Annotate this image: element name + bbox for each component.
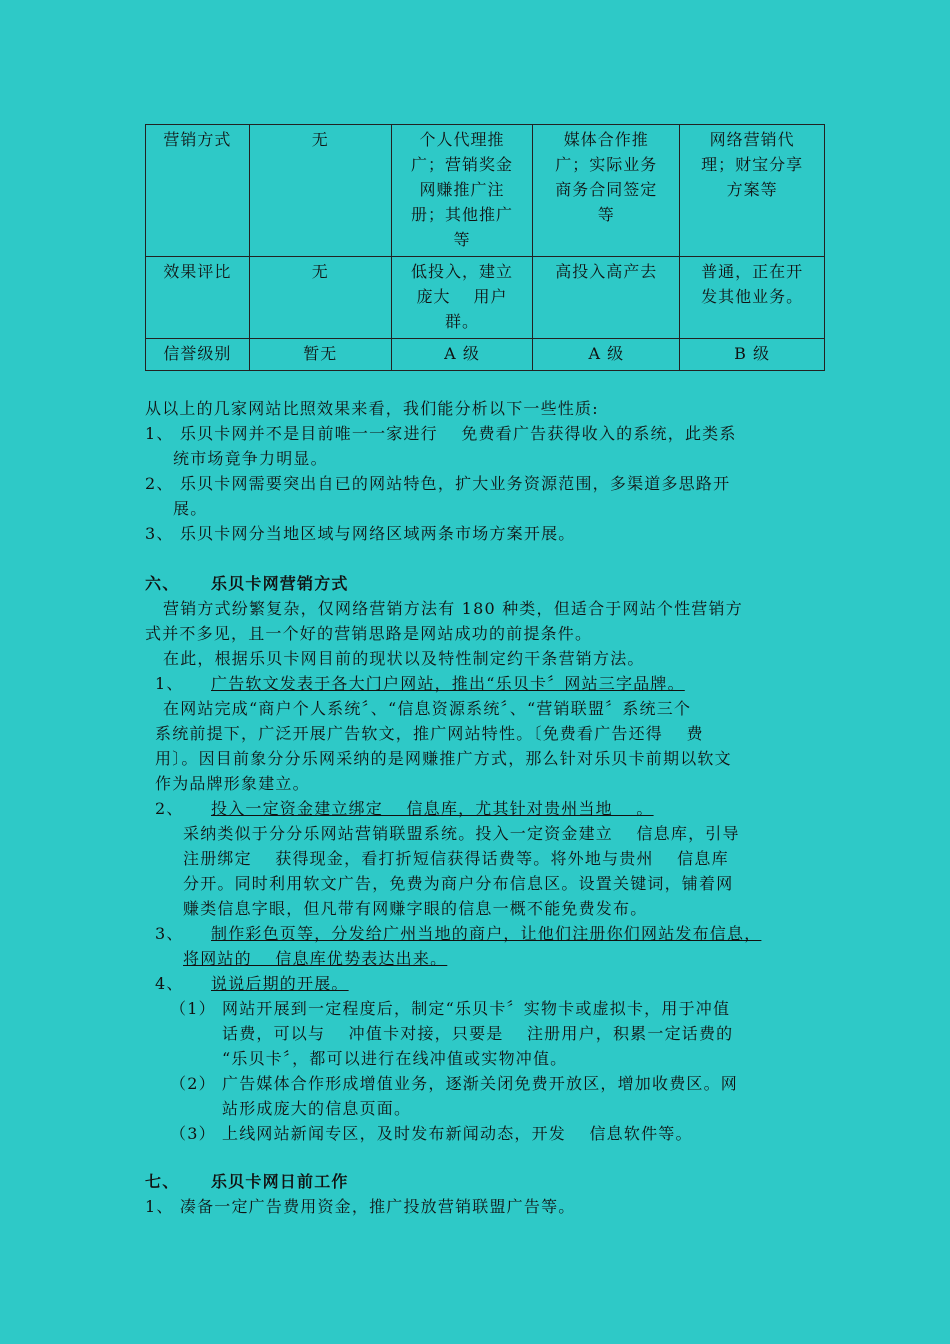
cell-line: 无 [311,130,329,149]
cell-line: 庞大 用户 [416,287,508,306]
cell-line: A 级 [588,344,625,363]
cell-line: 广；实际业务 [555,155,658,174]
sub-item-1-line-2: 话费，可以与 冲值卡对接，只要是 注册用户，积累一定话费的 [222,1024,734,1043]
cell-line: 等 [453,230,471,249]
cell-line: 册；其他推广 [411,205,514,224]
cell-line: 普通，正在开 [701,262,804,281]
table-cell [249,339,391,371]
table-cell [680,125,825,257]
sub-item-2-line-2: 站形成庞大的信息页面。 [222,1099,412,1118]
method-2-line-4: 赚类信息字眼，但凡带有网赚字眼的信息一概不能免费发布。 [183,899,648,918]
cell-line: 个人代理推 [419,130,505,149]
method-1-line-3: 用〕。因目前象分分乐网采纳的是网赚推广方式，那么针对乐贝卡前期以软文 [155,749,732,768]
method-1-number: 1、 [155,674,184,693]
table-cell [249,257,391,339]
method-3-title: 制作彩色页等，分发给广州当地的商户，让他们注册你们网站发布信息， [211,924,762,943]
cell-line: 广；营销奖金 [411,155,514,174]
table-row [146,339,825,371]
method-2-number: 2、 [155,799,184,818]
cell-line: 低投入，建立 [411,262,514,281]
method-1-title: 广告软文发表于各大门户网站，推出“乐贝卡〞网站三字品牌。 [211,674,685,693]
section-6-para-1-cont: 式并不多见，且一个好的营销思路是网站成功的前提条件。 [145,624,593,643]
cell-line: 网赚推广注 [419,180,505,199]
analysis-item-1: 1、 乐贝卡网并不是目前唯一一家进行 免费看广告获得收入的系统，此类系 [145,424,737,443]
analysis-item-2: 2、 乐贝卡网需要突出自已的网站特色，扩大业务资源范围，多渠道多思路开 [145,474,731,493]
section-6-para-2: 在此，根据乐贝卡网目前的现状以及特性制定约干条营销方法。 [163,649,645,668]
method-1-line-1: 在网站完成“商户个人系统〞、“信息资源系统〞、“营销联盟〞系统三个 [163,699,692,718]
section-6-para-1: 营销方式纷繁复杂，仅网络营销方法有 180 种类，但适合于网站个性营销方 [163,599,743,618]
method-4-title: 说说后期的开展。 [211,974,349,993]
cell-line: B 级 [734,344,771,363]
row-header: 效果评比 [146,257,250,339]
section-7-item-1: 1、 凑备一定广告费用资金，推广投放营销联盟广告等。 [145,1197,576,1216]
analysis-item-3: 3、 乐贝卡网分当地区域与网络区域两条市场方案开展。 [145,524,576,543]
table-cell [249,125,391,257]
row-header: 信誉级别 [146,339,250,371]
cell-line: 无 [311,262,329,281]
method-2-line-2: 注册绑定 获得现金，看打折短信获得话费等。将外地与贵州 信息库 [183,849,729,868]
method-1-line-2: 系统前提下，广泛开展广告软文，推广网站特性。〔免费看广告还得 费 [155,724,704,743]
analysis-item-1-cont: 统市场竟争力明显。 [173,449,328,468]
sub-item-3-line-1: 上线网站新闻专区，及时发布新闻动态，开发 信息软件等。 [222,1124,693,1143]
section-7-number: 七、 [145,1172,180,1191]
cell-line: 等 [597,205,615,224]
analysis-item-2-cont: 展。 [173,499,208,518]
comparison-table [145,124,825,371]
method-4-number: 4、 [155,974,184,993]
sub-item-2-line-1: 广告媒体合作形成增值业务，逐渐关闭免费开放区，增加收费区。网 [222,1074,739,1093]
cell-line: 网络营销代 [709,130,795,149]
table-cell [391,339,533,371]
sub-item-3-number: （3） [170,1124,216,1143]
method-1-line-4: 作为品牌形象建立。 [155,774,310,793]
cell-line: 发其他业务。 [701,287,804,306]
cell-line: 理；财宝分享 [701,155,804,174]
sub-item-1-line-3: “乐贝卡〞，都可以进行在线冲值或实物冲值。 [222,1049,568,1068]
section-6-number: 六、 [145,574,180,593]
method-2-title: 投入一定资金建立绑定 信息库，尤其针对贵州当地 。 [211,799,654,818]
cell-line: 媒体合作推 [563,130,649,149]
row-header: 营销方式 [146,125,250,257]
table-cell [391,125,533,257]
table-cell [680,257,825,339]
cell-line: 暂无 [303,344,338,363]
cell-line: 方案等 [726,180,778,199]
sub-item-1-number: （1） [170,999,216,1018]
table-cell [533,257,680,339]
sub-item-2-number: （2） [170,1074,216,1093]
method-3-title-cont: 将网站的 信息库优势表达出来。 [183,949,448,968]
table-row [146,257,825,339]
section-6-title: 乐贝卡网营销方式 [211,574,349,593]
cell-line: A 级 [444,344,480,363]
sub-item-1-line-1: 网站开展到一定程度后，制定“乐贝卡〞实物卡或虚拟卡，用于冲值 [222,999,731,1018]
cell-line: 高投入高产去 [555,262,658,281]
method-2-line-3: 分开。同时利用软文广告，免费为商户分布信息区。设置关键词，铺着网 [183,874,734,893]
analysis-intro: 从以上的几家网站比照效果来看，我们能分析以下一些性质: [145,399,599,418]
table-cell [533,339,680,371]
cell-line: 群。 [445,312,480,331]
method-3-number: 3、 [155,924,184,943]
table-cell [533,125,680,257]
table-cell [391,257,533,339]
table-row [146,125,825,257]
cell-line: 商务合同签定 [555,180,658,199]
section-7-title: 乐贝卡网日前工作 [211,1172,349,1191]
method-2-line-1: 采纳类似于分分乐网站营销联盟系统。投入一定资金建立 信息库，引导 [183,824,740,843]
table-cell [680,339,825,371]
